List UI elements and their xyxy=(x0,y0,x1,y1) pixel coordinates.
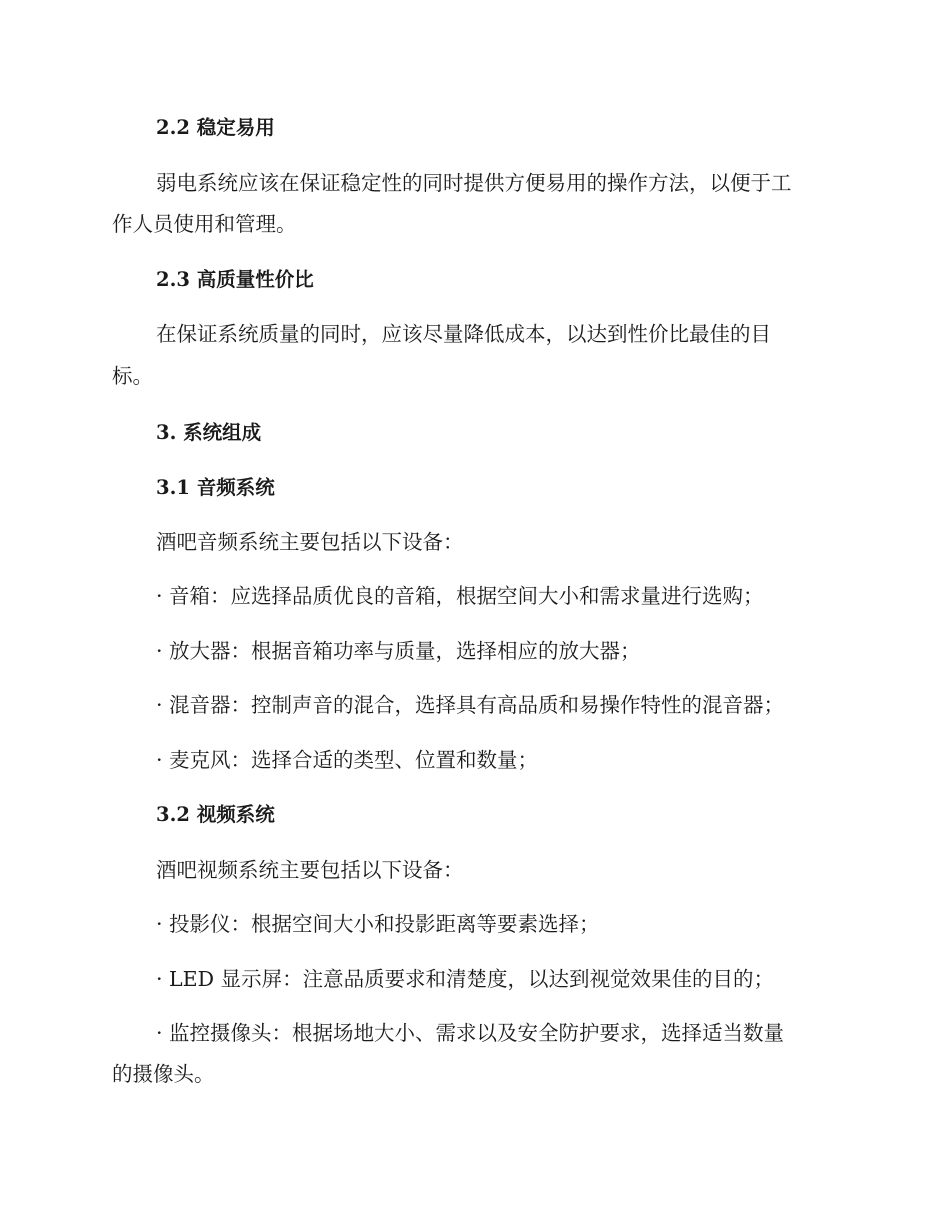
section-heading-3-1: 3.1 音频系统 xyxy=(156,476,275,499)
list-item: · 混音器：控制声音的混合，选择具有高品质和易操作特性的混音器； xyxy=(156,693,785,717)
section-heading-2-3: 2.3 高质量性价比 xyxy=(156,268,314,291)
paragraph-line: 弱电系统应该在保证稳定性的同时提供方便易用的操作方法，以便于工 xyxy=(156,171,792,195)
section-heading-3: 3. 系统组成 xyxy=(156,421,262,444)
list-item: · 麦克风：选择合适的类型、位置和数量； xyxy=(156,748,539,772)
list-item: · 监控摄像头：根据场地大小、需求以及安全防护要求，选择适当数量 xyxy=(156,1021,785,1045)
section-intro: 酒吧音频系统主要包括以下设备： xyxy=(156,530,464,554)
list-item: · 放大器：根据音箱功率与质量，选择相应的放大器； xyxy=(156,639,641,663)
paragraph-line: 作人员使用和管理。 xyxy=(112,212,297,236)
paragraph-line: 标。 xyxy=(112,364,153,388)
list-item: · 投影仪：根据空间大小和投影距离等要素选择； xyxy=(156,912,600,936)
list-item-continuation: 的摄像头。 xyxy=(112,1062,215,1086)
section-heading-2-2: 2.2 稳定易用 xyxy=(156,116,275,139)
list-item: · LED 显示屏：注意品质要求和清楚度，以达到视觉效果佳的目的； xyxy=(156,967,775,991)
section-heading-3-2: 3.2 视频系统 xyxy=(156,803,275,826)
paragraph-line: 在保证系统质量的同时，应该尽量降低成本，以达到性价比最佳的目 xyxy=(156,322,771,346)
section-intro: 酒吧视频系统主要包括以下设备： xyxy=(156,858,464,882)
list-item: · 音箱：应选择品质优良的音箱，根据空间大小和需求量进行选购； xyxy=(156,584,764,608)
